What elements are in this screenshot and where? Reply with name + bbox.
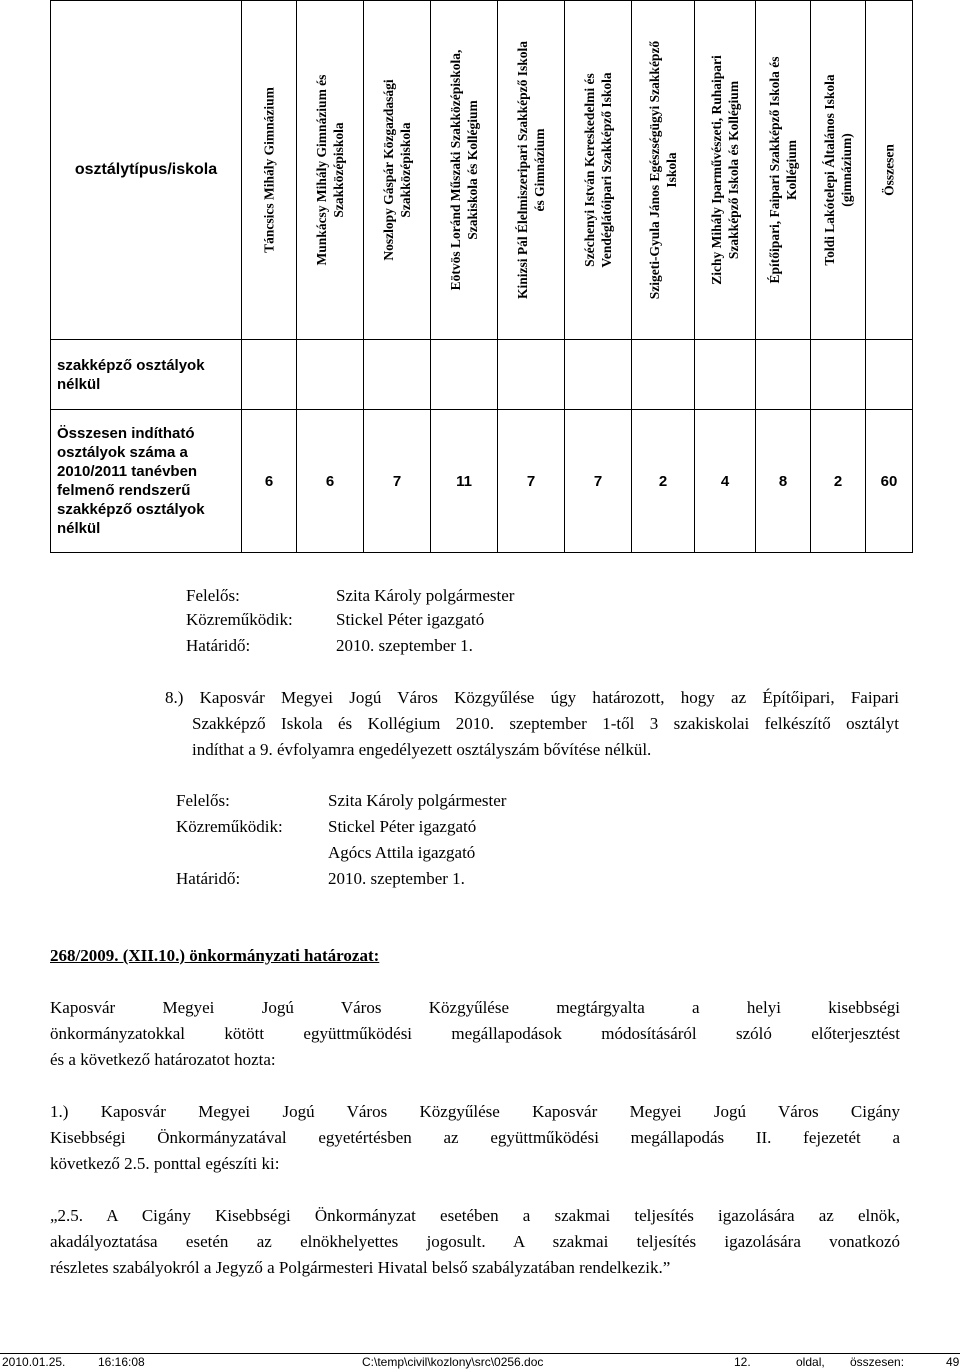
- table-cell: [431, 340, 498, 410]
- kozremukodik-label: Közreműködik:: [186, 610, 293, 629]
- column-header-line: Szakiskola és Kollégium: [465, 100, 480, 240]
- column-header-text: [646, 10, 680, 330]
- kozremukodik-label: Közreműködik:: [176, 817, 283, 836]
- table-cell: [242, 340, 297, 410]
- column-header-text: [581, 10, 615, 330]
- column-header-text: [447, 10, 481, 330]
- column-header-line: Toldi Lakótelepi Általános Iskola: [822, 74, 837, 266]
- footer-oldal-label: oldal,: [796, 1355, 825, 1369]
- column-header-line: Építőipari, Faipari Szakképző Iskola és: [767, 56, 782, 284]
- paragraph-line: Kaposvár Megyei Jogú Város Közgyűlése megtárgyalta a helyi kisebbségi: [50, 998, 900, 1017]
- paragraph-line: 1.) Kaposvár Megyei Jogú Város Közgyűlése Kaposvár Megyei Jogú Város Cigány: [50, 1102, 900, 1121]
- school-class-table: [50, 0, 913, 553]
- column-header: [297, 1, 364, 340]
- felelos-value: Szita Károly polgármester: [328, 791, 507, 810]
- paragraph-line: akadályoztatása esetén az elnökhelyettes jogosult. A szakmai teljesítés igazolására vonatkozó: [50, 1232, 900, 1251]
- row-label: szakképző osztályok nélkül: [51, 340, 242, 410]
- felelos-label: Felelős:: [186, 586, 240, 605]
- table-cell: 7: [498, 410, 565, 553]
- column-header: [565, 1, 632, 340]
- column-header: [756, 1, 811, 340]
- paragraph-line: önkormányzatokkal kötött együttműködési megállapodások módosításáról szóló előterjesztést: [50, 1024, 900, 1043]
- column-header-line: (gimnázium): [839, 133, 854, 207]
- footer-file-path: C:\temp\civil\kozlony\src\0256.doc: [362, 1355, 544, 1369]
- footer-total-label: összesen:: [850, 1355, 905, 1369]
- table-cell: 60: [866, 410, 913, 553]
- hatarido-label: Határidő:: [186, 636, 251, 655]
- felelos-value: Szita Károly polgármester: [336, 586, 515, 605]
- table-cell: 7: [565, 410, 632, 553]
- paragraph-line: részletes szabályokról a Jegyző a Polgármesteri Hivatal belső szabályzatában rendelkezik.”: [50, 1258, 671, 1277]
- column-header-line: Szakközépiskola: [331, 122, 346, 218]
- paragraph-line: és a következő határozatot hozta:: [50, 1050, 276, 1069]
- column-header-text: [708, 10, 742, 330]
- column-header-text: [380, 10, 414, 330]
- column-header-line: Vendéglátóipari Szakképző Iskola: [599, 72, 614, 268]
- row-label: Összesen indítható osztályok száma a 2010/2011 tanévben felmenő rendszerű szakképző osztályok nélkül: [51, 410, 242, 553]
- resolution-heading: 268/2009. (XII.10.) önkormányzati határozat:: [50, 946, 380, 965]
- column-header-text: [766, 10, 800, 330]
- table-cell: 11: [431, 410, 498, 553]
- table-cell: [695, 340, 756, 410]
- column-header-text: [313, 10, 347, 330]
- paragraph-line: Szakképző Iskola és Kollégium 2010. szeptember 1-től 3 szakiskolai felkészítő osztályt: [192, 714, 899, 733]
- column-header-line: Noszlopy Gáspár Közgazdasági: [381, 79, 396, 261]
- table-cell: 8: [756, 410, 811, 553]
- hatarido-value: 2010. szeptember 1.: [336, 636, 473, 655]
- footer-total-pages: 49: [946, 1355, 960, 1369]
- table-cell: 2: [632, 410, 695, 553]
- paragraph-line: „2.5. A Cigány Kisebbségi Önkormányzat esetében a szakmai teljesítés igazolására az elnök,: [50, 1206, 900, 1225]
- column-header-line: Széchenyi István Kereskedelmi és: [582, 73, 597, 267]
- column-header-line: és Gimnázium: [532, 128, 547, 212]
- table-cell: 7: [364, 410, 431, 553]
- table-corner-header: osztálytípus/iskola: [51, 1, 242, 340]
- column-header-line: Összesen: [881, 144, 897, 196]
- column-header: [364, 1, 431, 340]
- column-header: [866, 1, 913, 340]
- table-cell: 4: [695, 410, 756, 553]
- column-header-line: Szigeti-Gyula János Egészségügyi Szakképző: [647, 40, 662, 300]
- column-header-line: Kinizsi Pál Élelmiszeripari Szakképző Iskola: [515, 41, 530, 300]
- footer-date: 2010.01.25.: [2, 1355, 66, 1369]
- page-footer: [0, 1353, 960, 1369]
- table-row: [51, 340, 913, 410]
- column-header-line: Szakközépiskola: [398, 122, 413, 218]
- table-cell: 6: [297, 410, 364, 553]
- table-cell: 6: [242, 410, 297, 553]
- column-header-text: [514, 10, 548, 330]
- table-cell: 2: [811, 410, 866, 553]
- column-header: [632, 1, 695, 340]
- footer-page-number: 12.: [734, 1355, 751, 1369]
- table-cell: [498, 340, 565, 410]
- paragraph-line: Kisebbségi Önkormányzatával egyetértésben az együttműködési megállapodás II. fejezetét a: [50, 1128, 900, 1147]
- kozremukodik-value: Agócs Attila igazgató: [328, 843, 476, 862]
- table-cell: [811, 340, 866, 410]
- footer-time: 16:16:08: [98, 1355, 145, 1369]
- column-header: [811, 1, 866, 340]
- table-cell: [632, 340, 695, 410]
- hatarido-value: 2010. szeptember 1.: [328, 869, 465, 888]
- column-header: [695, 1, 756, 340]
- paragraph-line: 8.) Kaposvár Megyei Jogú Város Közgyűlése úgy határozott, hogy az Építőipari, Faipari: [165, 688, 899, 707]
- column-header-line: Szakképző Iskola és Kollégium: [726, 80, 741, 260]
- column-header-line: Eötvös Loránd Műszaki Szakközépiskola,: [448, 49, 463, 291]
- column-header-line: Táncsics Mihály Gimnázium: [261, 87, 277, 253]
- paragraph-line: következő 2.5. ponttal egészíti ki:: [50, 1154, 280, 1173]
- table-cell: [866, 340, 913, 410]
- column-header-text: [881, 10, 898, 330]
- column-header: [498, 1, 565, 340]
- table-cell: [364, 340, 431, 410]
- table-cell: [297, 340, 364, 410]
- kozremukodik-value: Stickel Péter igazgató: [328, 817, 477, 836]
- column-header: [242, 1, 297, 340]
- hatarido-label: Határidő:: [176, 869, 241, 888]
- column-header-line: Kollégium: [784, 140, 799, 200]
- table-cell: [756, 340, 811, 410]
- column-header-line: Zichy Mihály Iparművészeti, Ruhaipari: [709, 55, 724, 285]
- table-cell: [565, 340, 632, 410]
- felelos-label: Felelős:: [176, 791, 230, 810]
- column-header-line: Munkácsy Mihály Gimnázium és: [314, 74, 329, 266]
- table-row: [51, 410, 913, 553]
- column-header-text: [261, 10, 278, 330]
- paragraph-line: indíthat a 9. évfolyamra engedélyezett osztályszám bővítése nélkül.: [192, 740, 652, 759]
- column-header-text: [821, 10, 855, 330]
- table-header-row: [51, 1, 913, 340]
- kozremukodik-value: Stickel Péter igazgató: [336, 610, 485, 629]
- column-header-line: Iskola: [664, 152, 679, 188]
- column-header: [431, 1, 498, 340]
